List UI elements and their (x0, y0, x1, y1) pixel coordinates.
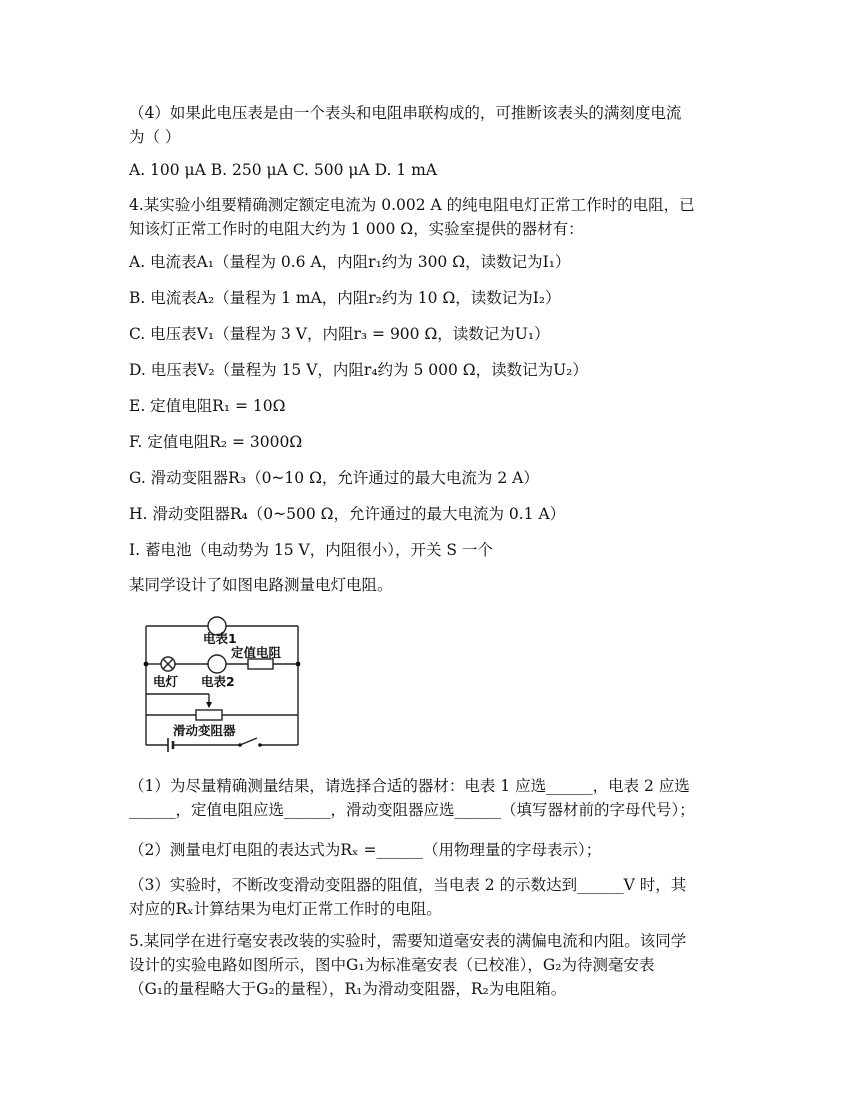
fixed-resistor-label: 定值电阻 (231, 645, 282, 660)
q4-sub2: （2）测量电灯电阻的表达式为Rₓ =______（用物理量的字母表示）； (129, 841, 602, 859)
q4-item-b: B. 电流表A₂（量程为 1 mA，内阻r₂约为 10 Ω，读数记为I₂） (129, 289, 561, 307)
q4-item-f: F. 定值电阻R₂ = 3000Ω (129, 433, 303, 451)
q4-intro (129, 193, 734, 241)
circuit-diagram (140, 614, 305, 752)
q4-sub1 (129, 774, 734, 822)
q4-sub3 (129, 873, 734, 921)
q4-sub1-line2: ______，定值电阻应选______，滑动变阻器应选______（填写器材前的字母代号）； (129, 801, 695, 819)
q4-intro-line1: 4.某实验小组要精确测定额定电流为 0.002 A 的纯电阻电灯正常工作时的电阻，已 (129, 196, 695, 214)
lamp-label: 电灯 (153, 674, 179, 689)
rheostat-symbol (196, 710, 222, 720)
q5-line3: （G₁的量程略大于G₂的量程），R₁为滑动变阻器，R₂为电阻箱。 (129, 980, 567, 998)
fixed-resistor-symbol (248, 659, 273, 669)
q5-line2: 设计的实验电路如图所示，图中G₁为标准毫安表（已校准），G₂为待测毫安表 (129, 956, 655, 974)
meter1-label: 电表1 (203, 631, 237, 646)
q3-part4 (129, 101, 734, 149)
q4-item-h: H. 滑动变阻器R₄（0~500 Ω，允许通过的最大电流为 0.1 A） (129, 505, 566, 523)
q4-intro-line2: 知该灯正常工作时的电阻大约为 1 000 Ω，实验室提供的器材有： (129, 220, 584, 238)
q5-line1: 5.某同学在进行毫安表改装的实验时，需要知道毫安表的满偏电流和内阻。该同学 (129, 932, 687, 950)
q4-item-c: C. 电压表V₁（量程为 3 V，内阻r₃ = 900 Ω，读数记为U₁） (129, 325, 550, 343)
q4-sub1-line1: （1）为尽量精确测量结果，请选择合适的器材：电表 1 应选______，电表 2 应选 (129, 777, 690, 795)
q4-item-a: A. 电流表A₁（量程为 0.6 A，内阻r₁约为 300 Ω，读数记为I₁） (129, 253, 571, 271)
q4-item-g: G. 滑动变阻器R₃（0~10 Ω，允许通过的最大电流为 2 A） (129, 469, 539, 487)
q4-sub3-line1: （3）实验时，不断改变滑动变阻器的阻值，当电表 2 的示数达到______V 时，其 (129, 876, 687, 894)
q3-part4-options: A. 100 μA B. 250 μA C. 500 μA D. 1 mA (129, 161, 437, 179)
q5-intro (129, 929, 734, 1001)
q4-design-text: 某同学设计了如图电路测量电灯电阻。 (129, 576, 393, 594)
rheostat-label: 滑动变阻器 (173, 723, 236, 738)
q3-part4-line1: （4）如果此电压表是由一个表头和电阻串联构成的，可推断该表头的满刻度电流 (129, 104, 682, 122)
q4-item-i: I. 蓄电池（电动势为 15 V，内阻很小），开关 S 一个 (129, 541, 493, 559)
q4-sub3-line2: 对应的Rₓ计算结果为电灯正常工作时的电阻。 (129, 900, 442, 918)
meter2-label: 电表2 (201, 674, 235, 689)
q4-item-d: D. 电压表V₂（量程为 15 V，内阻r₄约为 5 000 Ω，读数记为U₂） (129, 361, 588, 379)
switch-blade (240, 738, 257, 745)
q3-part4-line2: 为（ ） (129, 128, 181, 146)
q4-item-e: E. 定值电阻R₁ = 10Ω (129, 397, 286, 415)
meter2-symbol (208, 655, 226, 673)
